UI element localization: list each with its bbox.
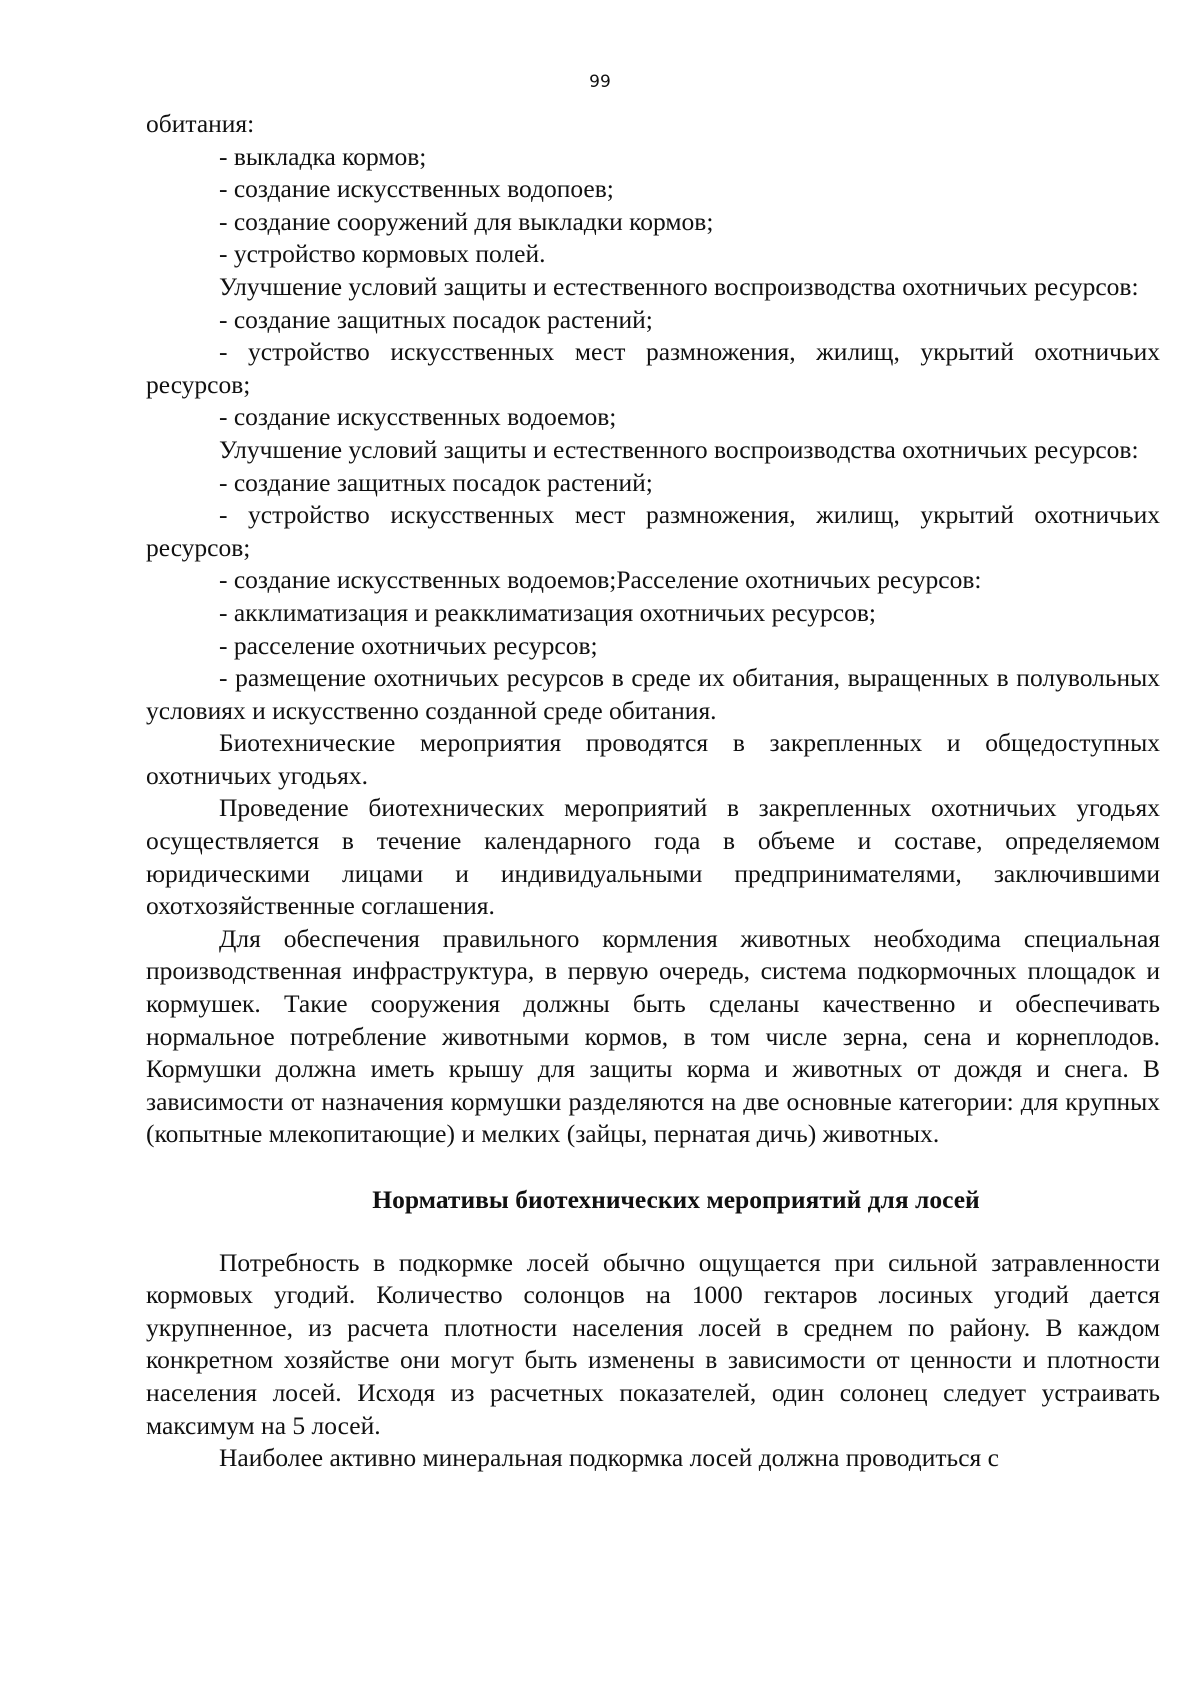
list-item: - создание сооружений для выкладки кормов; <box>219 206 714 236</box>
list-item: - создание искусственных водоемов;Расселение охотничьих ресурсов: <box>219 565 982 595</box>
body-section-2 <box>146 1247 1160 1475</box>
paragraph: Для обеспечения правильного кормления животных необходима специальная производственная инфраструктура, в первую очередь, система подкормочных площадок и кормушек. Такие сооружения должны быть сделаны качественно и обеспечивать нормальное потребление животными кормов, в том числе зерна, сена и корнеплодов. Кормушки должна иметь крышу для защиты корма и животных от дождя и снега. В зависимости от назначения кормушки разделяются на две основные категории: для крупных (копытные млекопитающие) и мелких (зайцы, пернатая дичь) животных. <box>146 923 1160 1149</box>
paragraph: Наиболее активно минеральная подкормка лосей должна проводиться с <box>219 1443 999 1473</box>
paragraph: Биотехнические мероприятия проводятся в закрепленных и общедоступных охотничьих угодьях. <box>146 728 1160 790</box>
body-section-1 <box>146 108 1160 1151</box>
section-heading: Нормативы биотехнических мероприятий для лосей <box>372 1185 980 1214</box>
document-body <box>146 108 1160 1475</box>
list-item: - создание искусственных водоемов; <box>219 402 617 432</box>
paragraph: Проведение биотехнических мероприятий в закрепленных охотничьих угодьях осуществляется в течение календарного года в объеме и составе, определяемом юридическими лицами и индивидуальными предпринимателями, заключившими охотхозяйственные соглашения. <box>146 793 1160 921</box>
list-item: - устройство искусственных мест размножения, жилищ, укрытий охотничьих ресурсов; <box>146 500 1160 562</box>
list-item: - выкладка кормов; <box>219 141 427 171</box>
list-item: - создание искусственных водопоев; <box>219 174 614 204</box>
list-item: - акклиматизация и реакклиматизация охотничьих ресурсов; <box>219 597 876 627</box>
list-item: - создание защитных посадок растений; <box>219 467 653 497</box>
paragraph: Улучшение условий защиты и естественного воспроизводства охотничьих ресурсов: <box>219 271 1139 301</box>
list-item: - создание защитных посадок растений; <box>219 304 653 334</box>
paragraph: обитания: <box>146 109 255 138</box>
list-item: - расселение охотничьих ресурсов; <box>219 630 598 660</box>
list-item: - размещение охотничьих ресурсов в среде их обитания, выращенных в полувольных условиях и искусственно созданной среде обитания. <box>146 663 1160 725</box>
list-item: - устройство кормовых полей. <box>219 239 546 269</box>
list-item: - устройство искусственных мест размножения, жилищ, укрытий охотничьих ресурсов; <box>146 337 1160 399</box>
paragraph: Улучшение условий защиты и естественного воспроизводства охотничьих ресурсов: <box>219 434 1139 464</box>
paragraph: Потребность в подкормке лосей обычно ощущается при сильной затравленности кормовых угодий. Количество солонцов на 1000 гектаров лосиных угодий дается укрупненное, из расчета плотности населения лосей в среднем по району. В каждом конкретном хозяйстве они могут быть изменены в зависимости от ценности и плотности населения лосей. Исходя из расчетных показателей, один солонец следует устраивать максимум на 5 лосей. <box>146 1247 1160 1440</box>
page-number: 99 <box>589 72 611 92</box>
